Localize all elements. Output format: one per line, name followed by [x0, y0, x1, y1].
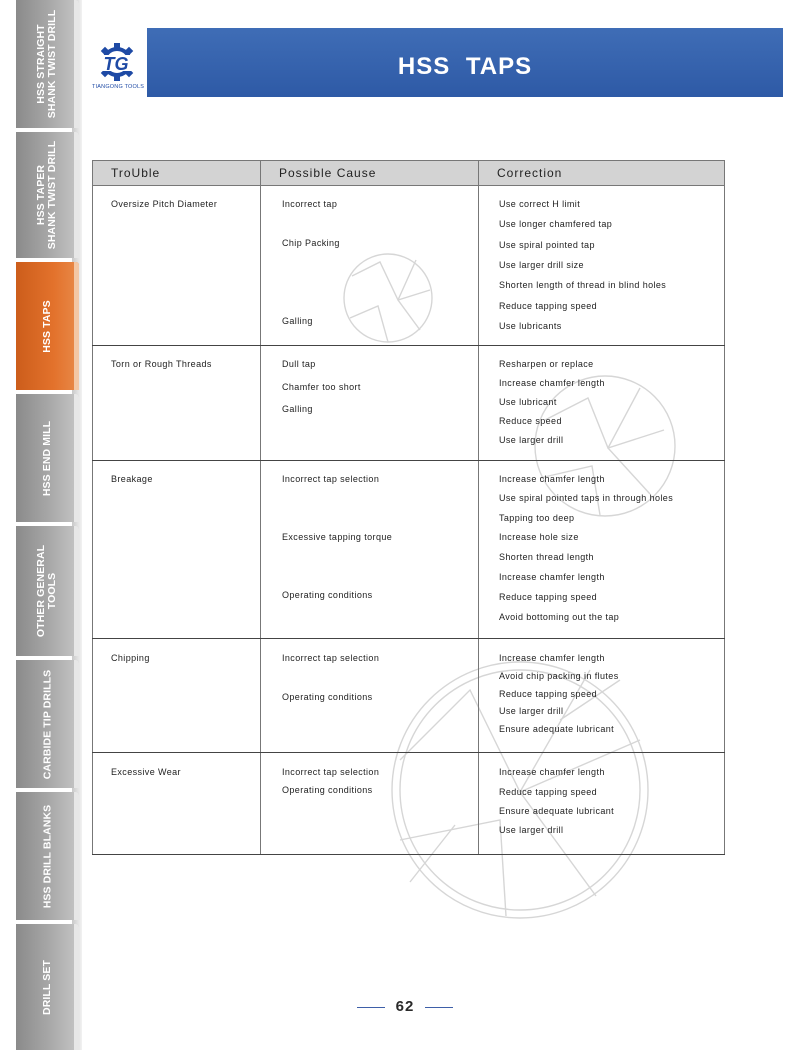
- tab-label: [37, 141, 59, 249]
- correction-item: Increase chamfer length: [499, 474, 605, 484]
- correction-cell: [479, 346, 725, 461]
- correction-item: Increase chamfer length: [499, 653, 605, 663]
- cause-item: Galling: [282, 404, 313, 414]
- page-title: HSS TAPS: [397, 52, 533, 80]
- correction-item: Use longer chamfered tap: [499, 219, 613, 229]
- correction-item: Reduce tapping speed: [499, 787, 598, 797]
- trouble-cell: [93, 461, 261, 639]
- tab-carbide-tip-drills[interactable]: [16, 660, 79, 788]
- title-bar: [147, 28, 783, 97]
- tab-hss-drill-blanks[interactable]: [16, 792, 79, 920]
- page-number-rule-right: [425, 1007, 453, 1008]
- cause-item: Chip Packing: [282, 238, 340, 248]
- page-number: [357, 997, 453, 1017]
- correction-item: Use larger drill: [499, 706, 564, 716]
- table-row: [93, 186, 725, 346]
- correction-item: Use larger drill: [499, 435, 564, 445]
- correction-item: Ensure adequate lubricant: [499, 724, 615, 734]
- trouble-label: Excessive Wear: [111, 767, 181, 777]
- cause-item: Incorrect tap selection: [282, 474, 380, 484]
- correction-item: Increase hole size: [499, 532, 579, 542]
- tab-label-line: OTHER GENERAL: [35, 544, 48, 638]
- correction-item: Increase chamfer length: [499, 572, 605, 582]
- tab-label-line: DRILL SET: [41, 959, 53, 1015]
- correction-item: Use larger drill size: [499, 260, 584, 270]
- correction-item: Increase chamfer length: [499, 378, 605, 388]
- correction-item: Use correct H limit: [499, 199, 581, 209]
- correction-item: Use spiral pointed tap: [499, 240, 595, 250]
- column-header-possible-cause: Possible Cause: [261, 161, 479, 186]
- tab-label-line: TOOLS: [46, 572, 59, 610]
- tab-hss-end-mill[interactable]: [16, 394, 79, 522]
- correction-item: Avoid chip packing in flutes: [499, 671, 619, 681]
- tab-hss-taps[interactable]: [16, 262, 79, 390]
- tab-label-line: HSS TAPS: [41, 299, 53, 353]
- trouble-label: Oversize Pitch Diameter: [111, 199, 218, 209]
- table-header-row: [93, 161, 725, 186]
- logo-letters: TG: [103, 54, 129, 74]
- cause-cell: [261, 346, 479, 461]
- cause-item: Incorrect tap selection: [282, 653, 380, 663]
- tab-label-line: HSS STRAIGHT: [35, 24, 48, 104]
- tab-label: [37, 10, 59, 118]
- column-header-trouble: TroUble: [93, 161, 261, 186]
- tab-label: [42, 300, 53, 353]
- correction-item: Reduce tapping speed: [499, 301, 598, 311]
- correction-item: Reduce tapping speed: [499, 689, 598, 699]
- tab-other-general-tools[interactable]: [16, 526, 79, 656]
- cause-item: Excessive tapping torque: [282, 532, 393, 542]
- correction-item: Reduce speed: [499, 416, 562, 426]
- table-row: [93, 461, 725, 639]
- tab-label-line: SHANK TWIST DRILL: [46, 140, 59, 250]
- column-header-correction: Correction: [479, 161, 725, 186]
- correction-item: Use spiral pointed taps in through holes: [499, 493, 674, 503]
- trouble-cell: [93, 186, 261, 346]
- tab-label-line: HSS END MILL: [41, 420, 54, 496]
- correction-cell: [479, 639, 725, 753]
- tab-hss-straight-shank-twist-drill[interactable]: [16, 0, 79, 128]
- cause-cell: [261, 186, 479, 346]
- cause-item: Galling: [282, 316, 313, 326]
- trouble-cell: [93, 346, 261, 461]
- tab-label-line: HSS TAPER: [35, 164, 48, 226]
- table-row: [93, 346, 725, 461]
- correction-item: Reduce tapping speed: [499, 592, 598, 602]
- correction-item: Shorten thread length: [499, 552, 594, 562]
- correction-cell: [479, 753, 725, 855]
- correction-item: Use lubricants: [499, 321, 562, 331]
- trouble-label: Torn or Rough Threads: [111, 359, 212, 369]
- tab-label-line: CARBIDE TIP DRILLS: [41, 669, 53, 779]
- cause-item: Chamfer too short: [282, 382, 361, 392]
- cause-item: Incorrect tap: [282, 199, 338, 209]
- tab-label-line: HSS DRILL BLANKS: [41, 804, 53, 908]
- trouble-label: Chipping: [111, 653, 150, 663]
- correction-item: Ensure adequate lubricant: [499, 806, 615, 816]
- cause-item: Dull tap: [282, 359, 316, 369]
- correction-cell: [479, 186, 725, 346]
- cause-item: Incorrect tap selection: [282, 767, 380, 777]
- trouble-label: Breakage: [111, 474, 153, 484]
- table-row: [93, 639, 725, 753]
- tab-label: [42, 960, 53, 1015]
- correction-cell: [479, 461, 725, 639]
- cause-item: Operating conditions: [282, 785, 373, 795]
- tab-drill-set[interactable]: [16, 924, 79, 1050]
- tab-label: [37, 545, 59, 637]
- cause-cell: [261, 461, 479, 639]
- tab-hss-taper-shank-twist-drill[interactable]: [16, 132, 79, 258]
- tab-label-line: SHANK TWIST DRILL: [46, 9, 59, 119]
- tab-label: [42, 420, 53, 495]
- correction-item: Resharpen or replace: [499, 359, 594, 369]
- page-number-text: 62: [395, 998, 415, 1015]
- trouble-cell: [93, 639, 261, 753]
- cause-item: Operating conditions: [282, 590, 373, 600]
- cause-cell: [261, 753, 479, 855]
- correction-item: Use lubricant: [499, 397, 557, 407]
- table-row: [93, 753, 725, 855]
- correction-item: Use larger drill: [499, 825, 564, 835]
- trouble-cell: [93, 753, 261, 855]
- cause-item: Operating conditions: [282, 692, 373, 702]
- cause-cell: [261, 639, 479, 753]
- tab-label: [42, 804, 53, 908]
- correction-item: Tapping too deep: [499, 513, 575, 523]
- correction-item: Avoid bottoming out the tap: [499, 612, 620, 622]
- troubleshooting-table: [92, 160, 725, 855]
- tab-label: [42, 669, 53, 779]
- logo-caption: TIANGONG TOOLS: [92, 84, 145, 90]
- correction-item: Shorten length of thread in blind holes: [499, 280, 667, 290]
- section-tab-strip: [0, 0, 86, 1050]
- correction-item: Increase chamfer length: [499, 767, 605, 777]
